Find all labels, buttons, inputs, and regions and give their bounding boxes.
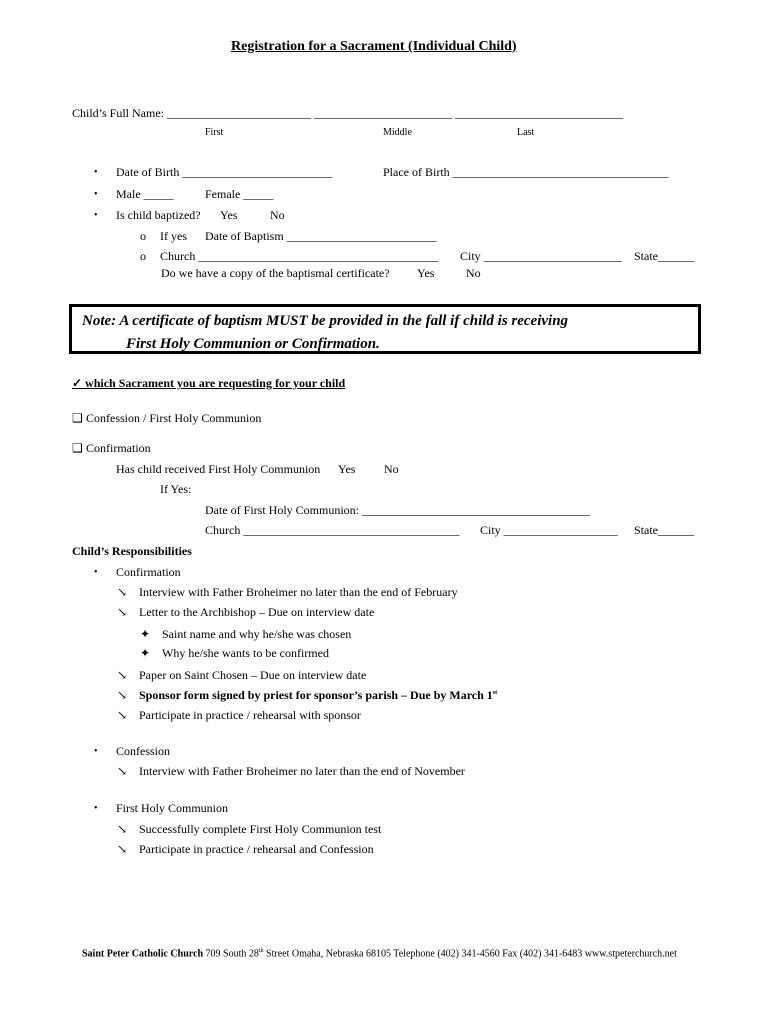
list-item: Participate in practice / rehearsal and Confession	[139, 842, 374, 856]
female-field[interactable]: Female _____	[205, 187, 274, 201]
arrow-icon: ↘	[117, 822, 128, 836]
footer-church-name: Saint Peter Catholic Church	[82, 948, 204, 960]
sponsor-form-item	[139, 689, 497, 701]
baptized-question: Is child baptized?	[116, 208, 201, 222]
arrow-icon: ↘	[117, 764, 128, 778]
note-line-2: First Holy Communion or Confirmation.	[126, 336, 380, 352]
child-name-field[interactable]: Child’s Full Name: ________________________ _______________________ ____________________________	[72, 106, 624, 120]
date-of-birth-field[interactable]: Date of Birth _________________________	[116, 165, 333, 179]
bullet-icon: •	[94, 210, 98, 221]
star-icon: ✦	[140, 646, 151, 660]
page-title: Registration for a Sacrament (Individual Child)	[231, 39, 517, 54]
list-item: Participate in practice / rehearsal with sponsor	[139, 708, 361, 722]
if-yes-label: If yes	[160, 229, 187, 243]
footer-address-suffix: th	[258, 948, 264, 954]
option-confession-communion[interactable]: Confession / First Holy Communion	[86, 411, 262, 425]
list-item: Interview with Father Broheimer no later than the end of February	[139, 585, 458, 599]
list-item: Interview with Father Broheimer no later than the end of November	[139, 764, 465, 778]
received-yes-option[interactable]: Yes	[338, 462, 356, 476]
if-yes-label: If Yes:	[160, 482, 192, 496]
certificate-yes-option[interactable]: Yes	[417, 266, 435, 280]
confession-label: Confession	[116, 744, 170, 758]
baptized-yes-option[interactable]: Yes	[220, 208, 238, 222]
arrow-icon: ↘	[117, 668, 128, 682]
note-line-1: Note: A certificate of baptism MUST be provided in the fall if child is receiving	[82, 313, 569, 329]
bullet-icon: •	[94, 189, 98, 200]
bullet-icon: •	[94, 167, 98, 178]
communion-city-field[interactable]: City ___________________	[480, 523, 618, 537]
sponsor-form-text: Sponsor form signed by priest for sponsor’s parish – Due by March 1	[139, 688, 493, 702]
responsibilities-heading: Child’s Responsibilities	[72, 544, 192, 558]
first-name-caption: First	[205, 127, 224, 138]
bullet-icon: •	[94, 746, 98, 757]
list-item: Successfully complete First Holy Communion test	[139, 822, 382, 836]
date-of-baptism-field[interactable]: Date of Baptism _________________________	[205, 229, 437, 243]
checkbox-icon[interactable]: ❑	[72, 441, 83, 455]
arrow-icon: ↘	[117, 842, 128, 856]
arrow-icon: ↘	[117, 708, 128, 722]
footer	[82, 948, 677, 959]
baptized-no-option[interactable]: No	[270, 208, 285, 222]
circle-bullet-icon: o	[140, 249, 146, 263]
list-item: Why he/she wants to be confirmed	[162, 646, 329, 660]
bullet-icon: •	[94, 567, 98, 578]
sponsor-date-suffix: st	[492, 690, 498, 696]
checkbox-icon[interactable]: ❑	[72, 411, 83, 425]
baptism-city-field[interactable]: City _______________________	[460, 249, 622, 263]
first-communion-label: First Holy Communion	[116, 801, 229, 815]
circle-bullet-icon: o	[140, 229, 146, 243]
confirmation-label: Confirmation	[116, 565, 181, 579]
arrow-icon: ↘	[117, 585, 128, 599]
communion-state-field[interactable]: State______	[634, 523, 694, 537]
communion-church-field[interactable]: Church ____________________________________	[205, 523, 460, 537]
male-field[interactable]: Male _____	[116, 187, 174, 201]
middle-name-caption: Middle	[383, 127, 412, 138]
baptism-state-field[interactable]: State______	[634, 249, 694, 263]
list-item: Saint name and why he/she was chosen	[162, 627, 352, 641]
option-confirmation[interactable]: Confirmation	[86, 441, 151, 455]
footer-address-start: 709 South 28	[203, 948, 259, 960]
list-item: Paper on Saint Chosen – Due on interview date	[139, 668, 367, 682]
date-first-communion-field[interactable]: Date of First Holy Communion: ______________________________________	[205, 503, 590, 517]
baptism-church-field[interactable]: Church ________________________________________	[160, 249, 439, 263]
bullet-icon: •	[94, 803, 98, 814]
list-item: Letter to the Archbishop – Due on interview date	[139, 605, 375, 619]
certificate-copy-question: Do we have a copy of the baptismal certificate?	[161, 266, 390, 280]
received-no-option[interactable]: No	[384, 462, 399, 476]
star-icon: ✦	[140, 627, 151, 641]
certificate-no-option[interactable]: No	[466, 266, 481, 280]
received-communion-question: Has child received First Holy Communion	[116, 462, 321, 476]
arrow-icon: ↘	[117, 605, 128, 619]
arrow-icon: ↘	[117, 688, 128, 702]
place-of-birth-field[interactable]: Place of Birth ____________________________________	[383, 165, 669, 179]
footer-address-end: Street Omaha, Nebraska 68105 Telephone (402) 341-4560 Fax (402) 341-6483 www.stpeterchurch.net	[263, 948, 677, 960]
sacrament-heading: ✓ which Sacrament you are requesting for your child	[72, 376, 346, 390]
last-name-caption: Last	[517, 127, 535, 138]
